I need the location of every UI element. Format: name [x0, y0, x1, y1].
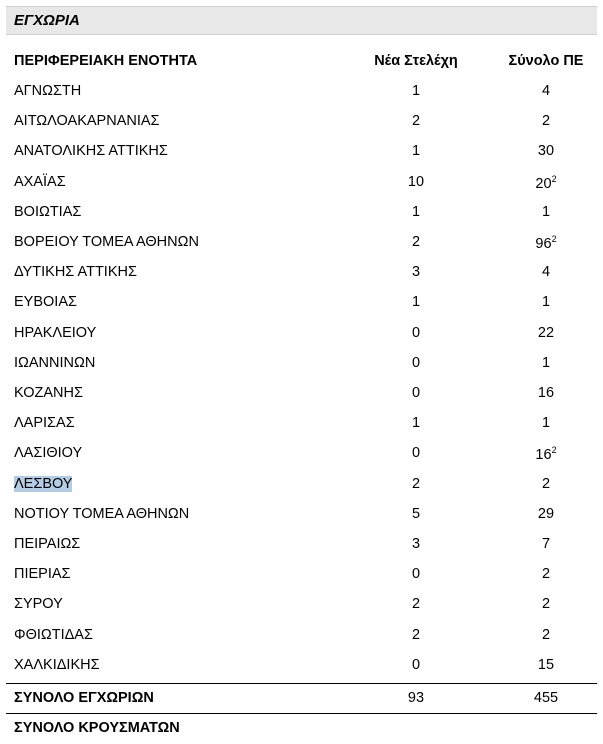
- total-cases-cell: [496, 566, 596, 582]
- total-cases-value: 2: [541, 566, 551, 583]
- total-cases-cell: [496, 536, 596, 552]
- cases-label: ΣΥΝΟΛΟ ΚΡΟΥΣΜΑΤΩΝ: [14, 720, 180, 736]
- total-cases-value: 2: [541, 113, 551, 130]
- total-cases-cell: [496, 596, 596, 612]
- total-cases-cell: [496, 234, 596, 252]
- new-cases-value: 0: [411, 445, 421, 462]
- region-name: ΔΥΤΙΚΗΣ ΑΤΤΙΚΗΣ: [14, 264, 137, 281]
- new-cases-value: 3: [411, 536, 421, 552]
- table-row: [6, 651, 597, 681]
- region-name: ΧΑΛΚΙΔΙΚΗΣ: [14, 656, 100, 673]
- new-cases-value: 1: [411, 415, 421, 432]
- total-cases-cell: [496, 204, 596, 220]
- region-name: ΠΙΕΡΙΑΣ: [14, 566, 71, 583]
- table-row: [6, 439, 597, 469]
- region-name: ΕΥΒΟΙΑΣ: [14, 294, 77, 311]
- total-cases-value: 2: [541, 475, 551, 492]
- region-name: ΛΑΣΙΘΙΟΥ: [14, 445, 83, 462]
- new-cases-value: 1: [411, 83, 421, 99]
- total-cases-cell: [496, 174, 596, 192]
- total-cases-value: 7: [541, 536, 551, 552]
- region-name: ΣΥΡΟΥ: [14, 596, 63, 613]
- table-row: [6, 470, 597, 500]
- table-row: [6, 560, 597, 590]
- total-cases-cell: [496, 445, 596, 463]
- footnote-marker: 2: [551, 445, 557, 456]
- total-cases-cell: [496, 355, 596, 371]
- region-name: ΠΕΙΡΑΙΩΣ: [14, 536, 81, 552]
- total-cases-value: 4: [541, 83, 551, 99]
- table-row: [6, 621, 597, 651]
- total-cases-cell: [496, 294, 596, 310]
- new-cases-value: 0: [411, 354, 421, 371]
- total-cases-cell: [496, 143, 596, 159]
- region-name: ΛΑΡΙΣΑΣ: [14, 415, 75, 432]
- region-name: ΝΟΤΙΟΥ ΤΟΜΕΑ ΑΘΗΝΩΝ: [14, 505, 190, 522]
- region-name: ΑΓΝΩΣΤΗ: [14, 83, 82, 99]
- total-cases-value: 2: [541, 626, 551, 643]
- new-cases-value: 0: [411, 385, 421, 401]
- table-row: [6, 137, 597, 167]
- table-row: [6, 228, 597, 258]
- footnote-marker: 2: [551, 173, 557, 184]
- total-cases-cell: [496, 476, 596, 492]
- region-name: ΒΟΙΩΤΙΑΣ: [14, 203, 82, 220]
- table-row: [6, 198, 597, 228]
- new-cases-value: 2: [411, 113, 421, 130]
- cases-row: [6, 713, 597, 744]
- region-name: ΦΘΙΩΤΙΔΑΣ: [14, 626, 93, 643]
- totals-label: ΣΥΝΟΛΟ ΕΓΧΩΡΙΩΝ: [14, 690, 154, 706]
- total-cases-cell: [496, 627, 596, 643]
- table-row: [6, 319, 597, 349]
- totals-row: [6, 683, 597, 714]
- total-cases-value: 96: [535, 236, 552, 252]
- totals-total: 455: [533, 690, 559, 706]
- region-name: ΒΟΡΕΙΟΥ ΤΟΜΕΑ ΑΘΗΝΩΝ: [14, 234, 199, 250]
- new-cases-value: 1: [411, 294, 421, 311]
- region-name: ΙΩΑΝΝΙΝΩΝ: [14, 354, 96, 371]
- table-row: [6, 590, 597, 620]
- total-cases-cell: [496, 264, 596, 280]
- table-row: [6, 409, 597, 439]
- new-cases-value: 2: [411, 626, 421, 643]
- region-name: ΑΧΑΪΑΣ: [14, 173, 66, 190]
- new-cases-value: 3: [411, 264, 421, 281]
- new-cases-value: 1: [411, 203, 421, 220]
- new-cases-value: 0: [411, 566, 421, 583]
- new-cases-value: 0: [411, 656, 421, 673]
- table-row: [6, 349, 597, 379]
- column-header-new: Νέα Στελέχη: [374, 53, 458, 69]
- new-cases-value: 5: [411, 505, 421, 522]
- total-cases-value: 30: [537, 143, 555, 160]
- total-cases-value: 20: [535, 175, 552, 192]
- region-name: ΑΝΑΤΟΛΙΚΗΣ ΑΤΤΙΚΗΣ: [14, 143, 168, 160]
- total-cases-value: 4: [541, 264, 551, 281]
- total-cases-cell: [496, 415, 596, 431]
- table-row: [6, 288, 597, 318]
- total-cases-value: 2: [541, 596, 551, 613]
- new-cases-value: 2: [411, 475, 421, 492]
- column-header-total: Σύνολο ΠΕ: [508, 53, 584, 69]
- table-row: [6, 168, 597, 198]
- table-row: [6, 107, 597, 137]
- table-row: [6, 77, 597, 107]
- table-row: [6, 258, 597, 288]
- totals-new: 93: [407, 690, 425, 706]
- total-cases-cell: [496, 113, 596, 129]
- table-row: [6, 379, 597, 409]
- total-cases-value: 22: [537, 324, 555, 341]
- region-name: ΛΕΣΒΟΥ: [14, 475, 73, 492]
- total-cases-cell: [496, 325, 596, 341]
- table-header: [6, 47, 597, 73]
- total-cases-value: 1: [541, 294, 551, 311]
- total-cases-value: 15: [537, 656, 555, 673]
- footnote-marker: 2: [551, 234, 557, 244]
- total-cases-value: 1: [541, 415, 551, 432]
- total-cases-value: 1: [541, 354, 551, 371]
- new-cases-value: 1: [411, 143, 421, 160]
- total-cases-value: 16: [537, 385, 555, 401]
- table-row: [6, 530, 597, 560]
- total-cases-cell: [496, 657, 596, 673]
- total-cases-value: 29: [537, 505, 555, 522]
- new-cases-value: 0: [411, 324, 421, 341]
- total-cases-cell: [496, 83, 596, 99]
- total-cases-cell: [496, 385, 596, 401]
- new-cases-value: 10: [407, 173, 425, 190]
- region-name: ΚΟΖΑΝΗΣ: [14, 385, 83, 401]
- new-cases-value: 2: [411, 234, 421, 250]
- total-cases-value: 16: [535, 447, 552, 464]
- table-row: [6, 500, 597, 530]
- region-name: ΑΙΤΩΛΟΑΚΑΡΝΑΝΙΑΣ: [14, 113, 160, 130]
- region-name: ΗΡΑΚΛΕΙΟΥ: [14, 324, 97, 341]
- column-header-region: ΠΕΡΙΦΕΡΕΙΑΚΗ ΕΝΟΤΗΤΑ: [14, 53, 198, 69]
- section-title: ΕΓΧΩΡΙΑ: [14, 12, 80, 29]
- new-cases-value: 2: [411, 596, 421, 613]
- section-header-band: [6, 6, 597, 35]
- total-cases-cell: [496, 506, 596, 522]
- total-cases-value: 1: [541, 203, 551, 220]
